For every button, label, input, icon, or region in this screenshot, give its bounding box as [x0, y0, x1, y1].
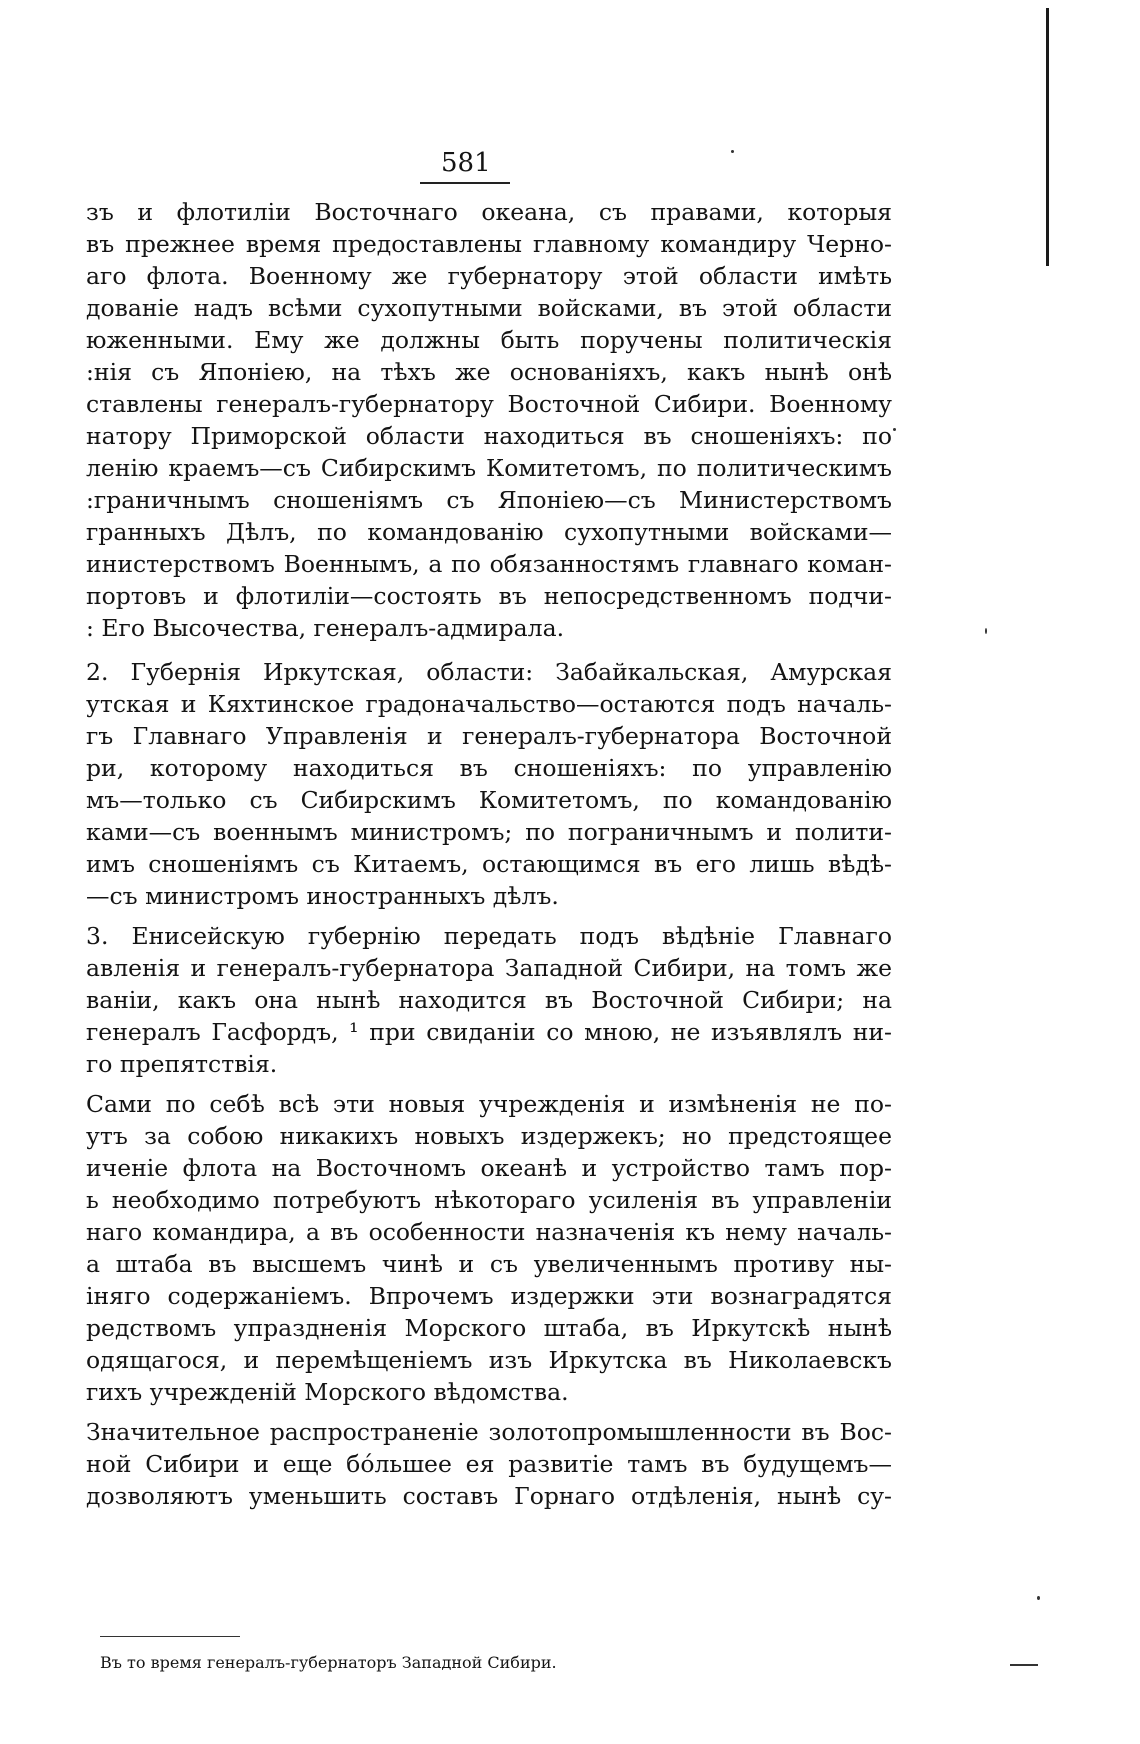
text-line: инистерствомъ Военнымъ, а по обязанностямъ главнаго коман-: [86, 550, 892, 578]
margin-mark: [1010, 1664, 1038, 1666]
text-line: авленія и генералъ-губернатора Западной Сибири, на томъ же: [86, 954, 892, 982]
text-line: дозволяютъ уменьшить составъ Горнаго отдѣленія, нынѣ су-: [86, 1482, 892, 1510]
text-line: ками—съ военнымъ министромъ; по пограничнымъ и полити-: [86, 818, 892, 846]
text-line: ставлены генералъ-губернатору Восточной Сибири. Военному: [86, 390, 892, 418]
ink-speck: [731, 150, 734, 153]
text-line: 2. Губернія Иркутская, области: Забайкальская, Амурская: [86, 658, 892, 686]
page-edge-rule: [1046, 8, 1049, 266]
footnote: Въ то время генералъ-губернаторъ Западной Сибири.: [100, 1653, 557, 1672]
text-line: утская и Кяхтинское градоначальство—остаются подъ началь-: [86, 690, 892, 718]
text-line: юженными. Ему же должны быть поручены политическія: [86, 326, 892, 354]
text-line: аго флота. Военному же губернатору этой области имѣть: [86, 262, 892, 290]
text-line: иченіе флота на Восточномъ океанѣ и устройство тамъ пор-: [86, 1154, 892, 1182]
text-line: портовъ и флотиліи—состоять въ непосредственномъ подчи-: [86, 582, 892, 610]
page-number-rule: [420, 182, 510, 184]
text-line: редствомъ упраздненія Морского штаба, въ Иркутскѣ нынѣ: [86, 1314, 892, 1342]
text-line: зъ и флотиліи Восточнаго океана, съ правами, которыя: [86, 198, 892, 226]
text-line: мъ—только съ Сибирскимъ Комитетомъ, по командованію: [86, 786, 892, 814]
text-line: гранныхъ Дѣлъ, по командованію сухопутными войсками—: [86, 518, 892, 546]
text-line: генералъ Гасфордъ, ¹ при свиданіи со мною, не изъявлялъ ни-: [86, 1018, 892, 1046]
text-line: го препятствія.: [86, 1050, 278, 1078]
text-line: —съ министромъ иностранныхъ дѣлъ.: [86, 882, 559, 910]
ink-speck: [893, 428, 896, 431]
ink-speck: [985, 628, 987, 634]
text-line: ной Сибири и еще бóльшее ея развитіе тамъ въ будущемъ—: [86, 1450, 892, 1478]
text-line: 3. Енисейскую губернію передать подъ вѣдѣніе Главнаго: [86, 922, 892, 950]
text-line: Сами по себѣ всѣ эти новыя учрежденія и измѣненія не по-: [86, 1090, 892, 1118]
footnote-rule: [100, 1636, 240, 1637]
page-number: 581: [441, 148, 491, 178]
text-line: натору Приморской области находиться въ сношеніяхъ: по: [86, 422, 892, 450]
text-line: имъ сношеніямъ съ Китаемъ, остающимся въ его лишь вѣдѣ-: [86, 850, 892, 878]
text-line: ь необходимо потребуютъ нѣкотораго усиленія въ управленіи: [86, 1186, 892, 1214]
text-line: :нія съ Японіею, на тѣхъ же основаніяхъ, какъ нынѣ онѣ: [86, 358, 892, 386]
text-line: ваніи, какъ она нынѣ находится въ Восточной Сибири; на: [86, 986, 892, 1014]
text-line: гъ Главнаго Управленія и генералъ-губернатора Восточной: [86, 722, 892, 750]
text-line: а штаба въ высшемъ чинѣ и съ увеличеннымъ противу ны-: [86, 1250, 892, 1278]
text-line: : Его Высочества, генералъ-адмирала.: [86, 614, 565, 642]
text-line: Значительное распространеніе золотопромышленности въ Вос-: [86, 1418, 892, 1446]
text-line: гихъ учрежденій Морского вѣдомства.: [86, 1378, 569, 1406]
text-line: наго командира, а въ особенности назначенія къ нему началь-: [86, 1218, 892, 1246]
text-line: дованіе надъ всѣми сухопутными войсками, въ этой области: [86, 294, 892, 322]
text-line: одящагося, и перемѣщеніемъ изъ Иркутска въ Николаевскъ: [86, 1346, 892, 1374]
text-line: іняго содержаніемъ. Впрочемъ издержки эти вознаградятся: [86, 1282, 892, 1310]
text-line: ленію краемъ—съ Сибирскимъ Комитетомъ, по политическимъ: [86, 454, 892, 482]
text-line: въ прежнее время предоставлены главному командиру Черно-: [86, 230, 892, 258]
ink-speck: [1037, 1596, 1040, 1600]
text-line: утъ за собою никакихъ новыхъ издержекъ; но предстоящее: [86, 1122, 892, 1150]
text-line: :граничнымъ сношеніямъ съ Японіею—съ Министерствомъ: [86, 486, 892, 514]
text-line: ри, которому находиться въ сношеніяхъ: по управленію: [86, 754, 892, 782]
